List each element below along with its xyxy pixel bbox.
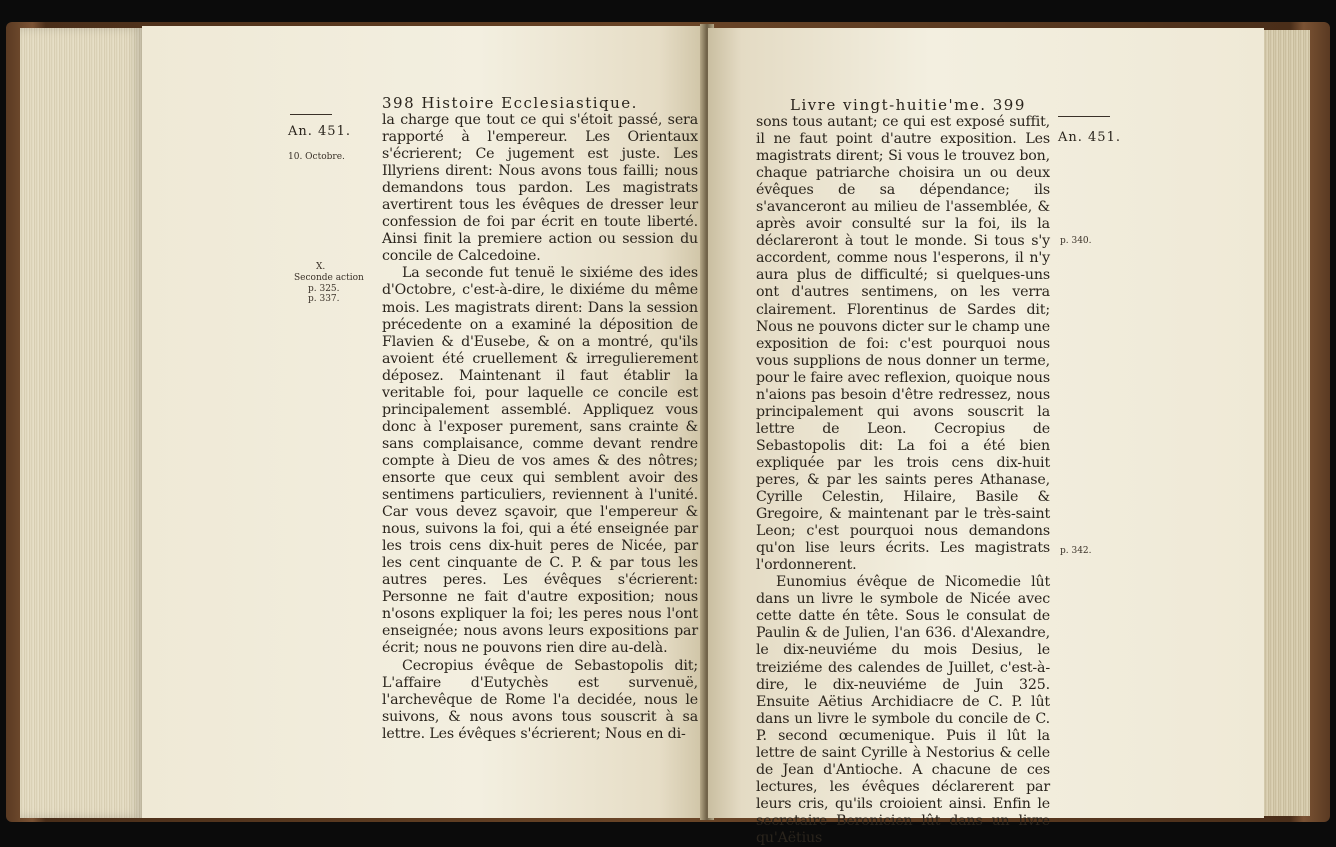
right-page-edges bbox=[1264, 30, 1310, 816]
paragraph: la charge que tout ce qui s'étoit passé, sera rapporté à l'empereur. Les Orientaux s'écrierent; Ce jugement est juste. Les Illyriens dirent: Nous avons tous failli; nous demandons tous pardon. Les magistrats avertirent tous les évêques de dresser leur confession de foi par écrit en toute liberté. Ainsi finit la premiere action ou session du concile de Calcedoine. bbox=[382, 112, 698, 265]
left-margin-ref: p. 325. bbox=[308, 284, 340, 294]
left-margin-section-title: Seconde action bbox=[294, 273, 364, 283]
right-running-head: Livre vingt-huitie'me. 399 bbox=[790, 96, 1026, 114]
paragraph: Cecropius évêque de Sebastopolis dit; L'affaire d'Eutychès est survenuë, l'archevêque de Rome l'a decidée, nous le suivons, & nous avons tous souscrit à sa lettre. Les évêques s'écrierent; Nous en di- bbox=[382, 657, 698, 742]
left-page bbox=[142, 26, 704, 818]
paragraph: Eunomius évêque de Nicomedie lût dans un livre le symbole de Nicée avec cette datte én tête. Sous le consulat de Paulin & de Julien, l'an 636. d'Alexandre, le dix-neuviéme du mois Desius, le treiziéme des calendes de Juillet, c'est-à-dire, le dix-neuviéme de Juin 325. Ensuite Aëtius Archidiacre de C. P. lût dans un livre le symbole du concile de C. P. second œcumenique. Puis il lût la lettre de saint Cyrille à Nestorius & celle de Jean d'Antioche. A chacune de ces lectures, les évêques déclarerent par leurs cris, qu'ils croioient ainsi. Enfin le secretaire Beronicien lût dans un livre qu'Aëtius bbox=[756, 574, 1050, 846]
right-margin-year: An. 451. bbox=[1058, 130, 1121, 145]
right-page bbox=[708, 28, 1264, 846]
left-margin-rule bbox=[290, 114, 332, 115]
left-running-head: 398 Histoire Ecclesiastique. bbox=[382, 94, 638, 112]
left-margin-ref: p. 337. bbox=[308, 294, 340, 304]
right-margin-ref: p. 342. bbox=[1060, 546, 1092, 556]
left-margin-date: 10. Octobre. bbox=[288, 152, 345, 162]
left-margin-year: An. 451. bbox=[288, 124, 351, 139]
right-margin-rule bbox=[1058, 116, 1110, 117]
left-margin-section-number: X. bbox=[316, 262, 326, 272]
paragraph: La seconde fut tenuë le sixiéme des ides d'Octobre, c'est-à-dire, le dixiéme du même mois. Les magistrats dirent: Dans la session précedente on a examiné la déposition de Flavien & d'Eusebe, & on a montré, qu'ils avoient été cruellement & irregulierement déposez. Maintenant il faut établir la veritable foi, pour laquelle ce concile est principalement assemblé. Appliquez vous donc à l'exposer purement, sans crainte & sans complaisance, comme devant rendre compte à Dieu de vos ames & des nôtres; ensorte que ceux qui semblent avoir des sentimens particuliers, reviennent à l'unité. Car vous devez sçavoir, que l'empereur & nous, suivons la foi, qui a été enseignée par les trois cens dix-huit peres de Nicée, par les cent cinquante de C. P. & par tous les autres peres. Les évêques s'écrierent: Personne ne fait d'autre exposition; nous n'osons expliquer la foi; les peres nous l'ont enseignée; nous avons leurs expositions par écrit; nous ne pouvons rien dire au-delà. bbox=[382, 265, 698, 657]
open-book bbox=[6, 22, 1330, 846]
left-page-edges bbox=[20, 28, 142, 818]
left-page-body bbox=[382, 112, 698, 743]
paragraph: sons tous autant; ce qui est exposé suffit, il ne faut point d'autre exposition. Les magistrats dirent; Si vous le trouvez bon, chaque patriarche choisira un ou deux évêques de sa dépendance; ils s'avanceront au milieu de l'assemblée, & après avoir consulté sur la foi, ils la déclareront à tout le monde. Si tous s'y accordent, comme nous l'esperons, il n'y aura plus de difficulté; si quelques-uns ont d'autres sentimens, on les verra clairement. Florentinus de Sardes dit; Nous ne pouvons dicter sur le champ une exposition de foi: c'est pourquoi nous vous supplions de nous donner un terme, pour le faire avec reflexion, quoique nous n'aions pas besoin d'être redressez, nous principalement qui avons souscrit la lettre de Leon. Cecropius de Sebastopolis dit: La foi a été bien expliquée par les trois cens dix-huit peres, & par les saints peres Athanase, Cyrille Celestin, Hilaire, Basile & Gregoire, & maintenant par le très-saint Leon; c'est pourquoi nous demandons qu'on lise leurs écrits. Les magistrats l'ordonnerent. bbox=[756, 114, 1050, 574]
right-margin-ref: p. 340. bbox=[1060, 236, 1092, 246]
right-page-body bbox=[756, 114, 1050, 847]
